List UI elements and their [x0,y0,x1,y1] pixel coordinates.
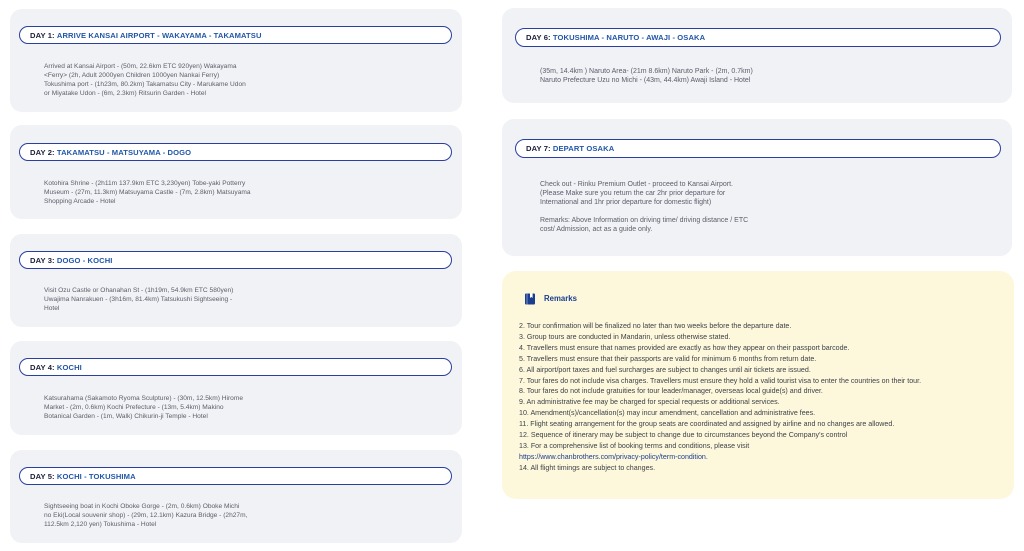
day-5-description [44,502,444,529]
description-line: Botanical Garden - (1m, Walk) Chikurin-ji Temple - Hotel [44,413,208,420]
remark-item: 4. Travellers must ensure that names provided are exactly as how they appear on their passport barcode. [519,343,850,352]
day-number: DAY 2: [30,147,55,157]
remark-item: 9. An administrative fee may be charged for special requests or additional services. [519,398,780,407]
remark-item: 8. Tour fares do not include gratuities for tour leader/manager, overseas local guide(s) and driver. [519,387,823,396]
day-1-header [19,26,452,44]
description-line: Sightseeing boat in Kochi Oboke Gorge - (2m, 0.6km) Oboke Michi [44,503,240,510]
remark-item: 10. Amendment(s)/cancellation(s) may incur amendment, cancellation and administrative fees. [519,409,816,418]
day-1-card [10,9,462,112]
remarks-card [502,271,1014,499]
day-4-header [19,358,452,376]
day-2-header [19,143,452,161]
description-line: (35m, 14.4km ) Naruto Area- (21m 8.6km) Naruto Park - (2m, 0.7km) [540,68,753,75]
description-line: Check out - Rinku Premium Outlet - proceed to Kansai Airport. [540,181,733,188]
remark-item: 11. Flight seating arrangement for the group seats are coordinated and assigned by airline and no changes are allowed. [519,420,895,429]
day-5-card [10,450,462,543]
description-line: Naruto Prefecture Uzu no Michi - (43m, 44.4km) Awaji Island - Hotel [540,77,751,84]
description-line: International and 1hr prior departure for domestic flight) [540,199,712,206]
day-route: TAKAMATSU - MATSUYAMA - DOGO [56,147,192,157]
description-line: Museum - (27m, 11.3km) Matsuyama Castle - (7m, 2.8km) Matsuyama [44,189,251,196]
day-number: DAY 7: [526,144,551,153]
day-5-header [19,467,452,485]
day-route: ARRIVE KANSAI AIRPORT - WAKAYAMA - TAKAMATSU [56,30,262,40]
day-route: KOCHI - TOKUSHIMA [56,471,136,481]
description-line: Remarks: Above Information on driving time/ driving distance / ETC [540,217,749,224]
day-7-description [540,180,1000,234]
day-7-header [515,139,1001,158]
remark-item: 6. All airport/port taxes and fuel surcharges are subject to changes until air tickets are issued. [519,365,811,374]
description-line: Market - (2m, 0.6km) Kochi Prefecture - (13m, 5.4km) Makino [44,404,224,411]
remarks-title: Remarks [544,294,577,303]
description-line: Katsurahama (Sakamoto Ryoma Sculpture) - (30m, 12.5km) Hirome [44,395,243,402]
remark-item: 7. Tour fares do not include visa charges. Travellers must ensure they hold a valid tourist visa to enter the countries on their tour. [519,376,922,385]
remark-item: 2. Tour confirmation will be finalized no later than two weeks before the departure date. [519,322,792,330]
description-line: <Ferry> (2h, Adult 2000yen Children 1000yen Nankai Ferry) [44,72,220,79]
day-6-card [502,8,1012,103]
day-6-header [515,28,1001,47]
day-number: DAY 6: [526,33,551,42]
day-4-card [10,341,462,435]
description-line: Kotohira Shrine - (2h11m 137.9km ETC 3,230yen) Tobe-yaki Potterry [44,180,246,187]
remark-item: 13. For a comprehensive list of booking terms and conditions, please visit [519,441,750,450]
remarks-list [519,321,1009,474]
day-number: DAY 4: [30,362,55,372]
day-3-header [19,251,452,269]
day-4-description [44,394,444,421]
day-7-card [502,119,1012,256]
description-line: Hotel [44,305,60,312]
description-line: Visit Ozu Castle or Ohanahan St - (1h19m, 54.9km ETC 580yen) [44,287,234,294]
remark-item: 3. Group tours are conducted in Mandarin, unless otherwise stated. [519,332,731,341]
description-line: or Miyatake Udon - (6m, 2.3km) Ritsurin Garden - Hotel [44,90,206,97]
book-icon [524,293,536,305]
day-2-card [10,125,462,219]
description-line [540,207,1000,216]
remark-link-item [519,452,1009,463]
day-3-description [44,286,444,313]
description-line: 112.5km 2,120 yen) Tokushima - Hotel [44,521,157,528]
description-line: Tokushima port - (1h23m, 80.2km) Takamatsu City - Marukame Udon [44,81,246,88]
day-route: KOCHI [56,362,82,372]
day-route: DEPART OSAKA [552,144,615,153]
remark-item: 12. Sequence of itinerary may be subject to change due to circumstances beyond the Company's control [519,431,848,440]
remark-item: 5. Travellers must ensure that their passports are valid for minimum 6 months from return date. [519,354,817,363]
remark-item: 14. All flight timings are subject to changes. [519,463,656,472]
day-3-card [10,234,462,327]
day-number: DAY 1: [30,30,55,40]
description-line: no Eki(Local souvenir shop) - (29m, 12.1km) Kazura Bridge - (2h27m, [44,512,248,519]
day-route: TOKUSHIMA - NARUTO - AWAJI - OSAKA [552,33,706,42]
day-6-description [540,67,1000,85]
day-1-description [44,62,444,98]
description-line: cost/ Admission, act as a guide only. [540,226,653,233]
description-line: Arrived at Kansai Airport - (50m, 22.6km ETC 920yen) Wakayama [44,63,237,70]
day-2-description [44,179,444,206]
terms-link[interactable]: https://www.chanbrothers.com/privacy-policy/term-condition. [519,452,708,461]
day-route: DOGO - KOCHI [56,255,113,265]
description-line: Uwajima Nanrakuen - (3h16m, 81.4km) Tatsukushi Sightseeing - [44,296,233,303]
description-line: (Please Make sure you return the car 2hr prior departure for [540,190,726,197]
day-number: DAY 3: [30,255,55,265]
day-number: DAY 5: [30,471,55,481]
description-line: Shopping Arcade - Hotel [44,198,116,205]
